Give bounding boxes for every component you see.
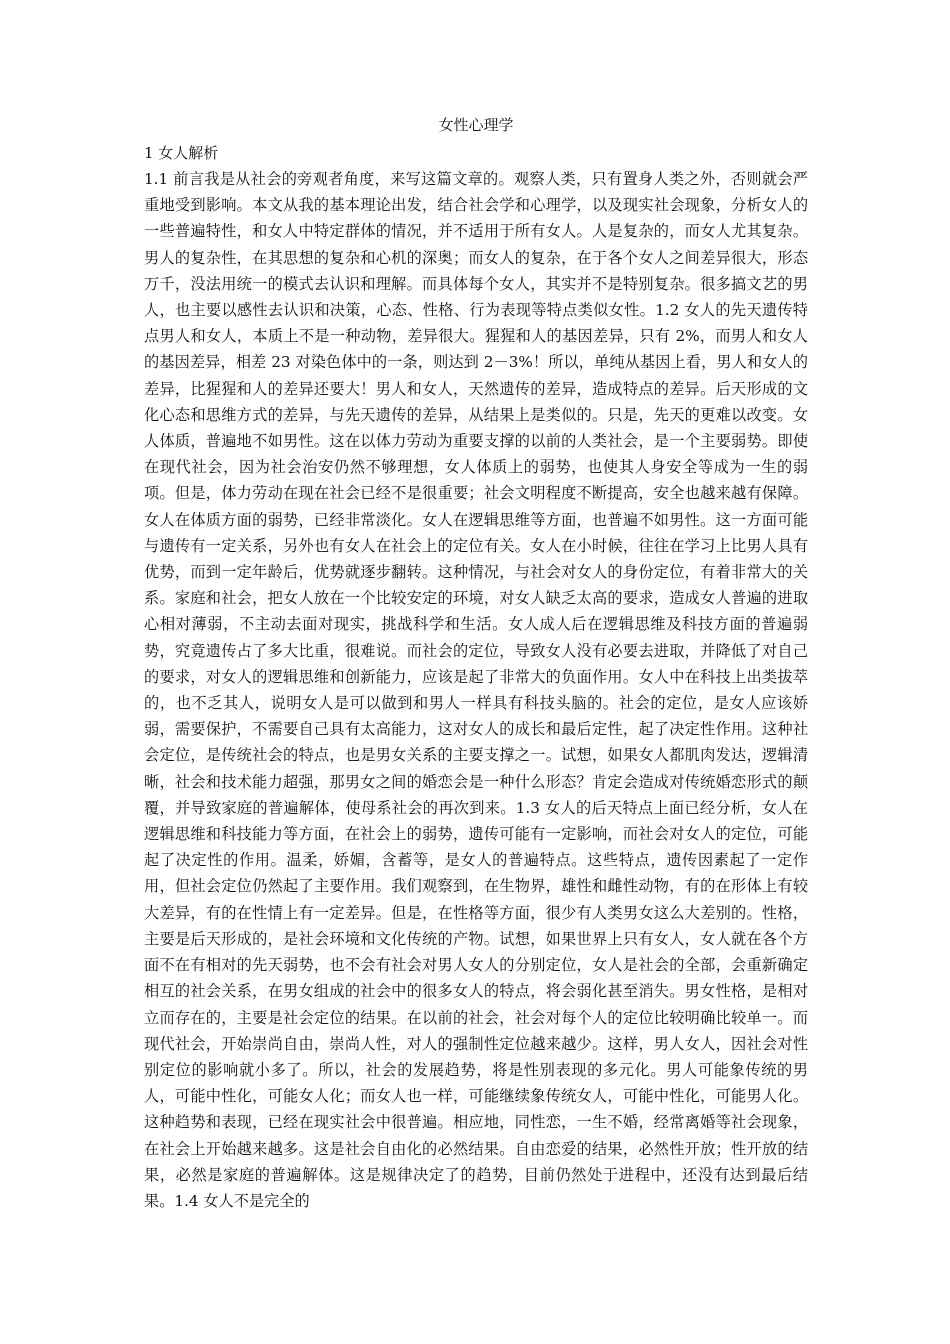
section-heading: 1 女人解析 (144, 144, 219, 162)
body-paragraph: 1.1 前言我是从社会的旁观者角度，来写这篇文章的。观察人类，只有置身人类之外，否则就会严重地受到影响。本文从我的基本理论出发，结合社会学和心理学，以及现实社会现象，分析女人的一些普遍特性，和女人中特定群体的情况，并不适用于所有女人。人是复杂的，而女人尤其复杂。男人的复杂性，在其思想的复杂和心机的深奥；而女人的复杂，在于各个女人之间差异很大，形态万千，没法用统一的模式去认识和理解。而具体每个女人，其实并不是特别复杂。很多搞文艺的男人，也主要以感性去认识和决策，心态、性格、行为表现等特点类似女性。1.2 女人的先天遗传特点男人和女人，本质上不是一种动物，差异很大。猩猩和人的基因差异，只有 2%，而男人和女人的基因差异，相差 23 对染色体中的一条，则达到 2－3%！所以，单纯从基因上看，男人和女人的差异，比猩猩和人的差异还要大！男人和女人，天然遗传的差异，造成特点的差异。后天形成的文化心态和思维方式的差异，与先天遗传的差异，从结果上是类似的。只是，先天的更难以改变。女人体质，普遍地不如男性。这在以体力劳动为重要支撑的以前的人类社会，是一个主要弱势。即使在现代社会，因为社会治安仍然不够理想，女人体质上的弱势，也使其人身安全等成为一生的弱项。但是，体力劳动在现在社会已经不是很重要；社会文明程度不断提高，安全也越来越有保障。女人在体质方面的弱势，已经非常淡化。女人在逻辑思维等方面，也普遍不如男性。这一方面可能与遗传有一定关系，另外也有女人在社会上的定位有关。女人在小时候，往往在学习上比男人具有优势，而到一定年龄后，优势就逐步翻转。这种情况，与社会对女人的身份定位，有着非常大的关系。家庭和社会，把女人放在一个比较安定的环境，对女人缺乏太高的要求，造成女人普遍的进取心相对薄弱，不主动去面对现实，挑战科学和生活。女人成人后在逻辑思维及科技方面的普遍弱势，究竟遗传占了多大比重，很难说。而社会的定位，导致女人没有必要去进取，并降低了对自己的要求，对女人的逻辑思维和创新能力，应该是起了非常大的负面作用。女人中在科技上出类拔萃的，也不乏其人，说明女人是可以做到和男人一样具有科技头脑的。社会的定位，是女人应该娇弱，需要保护，不需要自己具有太高能力，这对女人的成长和最后定性，起了决定性作用。这种社会定位，是传统社会的特点，也是男女关系的主要支撑之一。试想，如果女人都肌肉发达，逻辑清晰，社会和技术能力超强，那男女之间的婚恋会是一种什么形态？肯定会造成对传统婚恋形式的颠覆，并导致家庭的普遍解体，使母系社会的再次到来。1.3 女人的后天特点上面已经分析，女人在逻辑思维和科技能力等方面，在社会上的弱势，遗传可能有一定影响，而社会对女人的定位，可能起了决定性的作用。温柔，娇媚，含蓄等，是女人的普遍特点。这些特点，遗传因素起了一定作用，但社会定位仍然起了主要作用。我们观察到，在生物界，雄性和雌性动物，有的在形体上有较大差异，有的在性情上有一定差异。但是，在性格等方面，很少有人类男女这么大差别的。性格，主要是后天形成的，是社会环境和文化传统的产物。试想，如果世界上只有女人，女人就在各个方面不在有相对的先天弱势，也不会有社会对男人女人的分别定位，女人是社会的全部，会重新确定相互的社会关系，在男女组成的社会中的很多女人的特点，将会弱化甚至消失。男女性格，是相对立而存在的，主要是社会定位的结果。在以前的社会，社会对每个人的定位比较明确比较单一。而现代社会，开始崇尚自由，崇尚人性，对人的强制性定位越来越少。这样，男人女人，因社会对性别定位的影响就小多了。所以，社会的发展趋势，将是性别表现的多元化。男人可能象传统的男人，可能中性化，可能女人化；而女人也一样，可能继续象传统女人，可能中性化，可能男人化。这种趋势和表现，已经在现实社会中很普遍。相应地，同性恋，一生不婚，经常离婚等社会现象，在社会上开始越来越多。这是社会自由化的必然结果。自由恋爱的结果，必然性开放；性开放的结果，必然是家庭的普遍解体。这是规律决定了的趋势，目前仍然处于进程中，还没有达到最后结果。1.4 女人不是完全的 (144, 170, 808, 1210)
document-title: 女性心理学 (438, 116, 514, 134)
document-page (144, 112, 808, 1214)
